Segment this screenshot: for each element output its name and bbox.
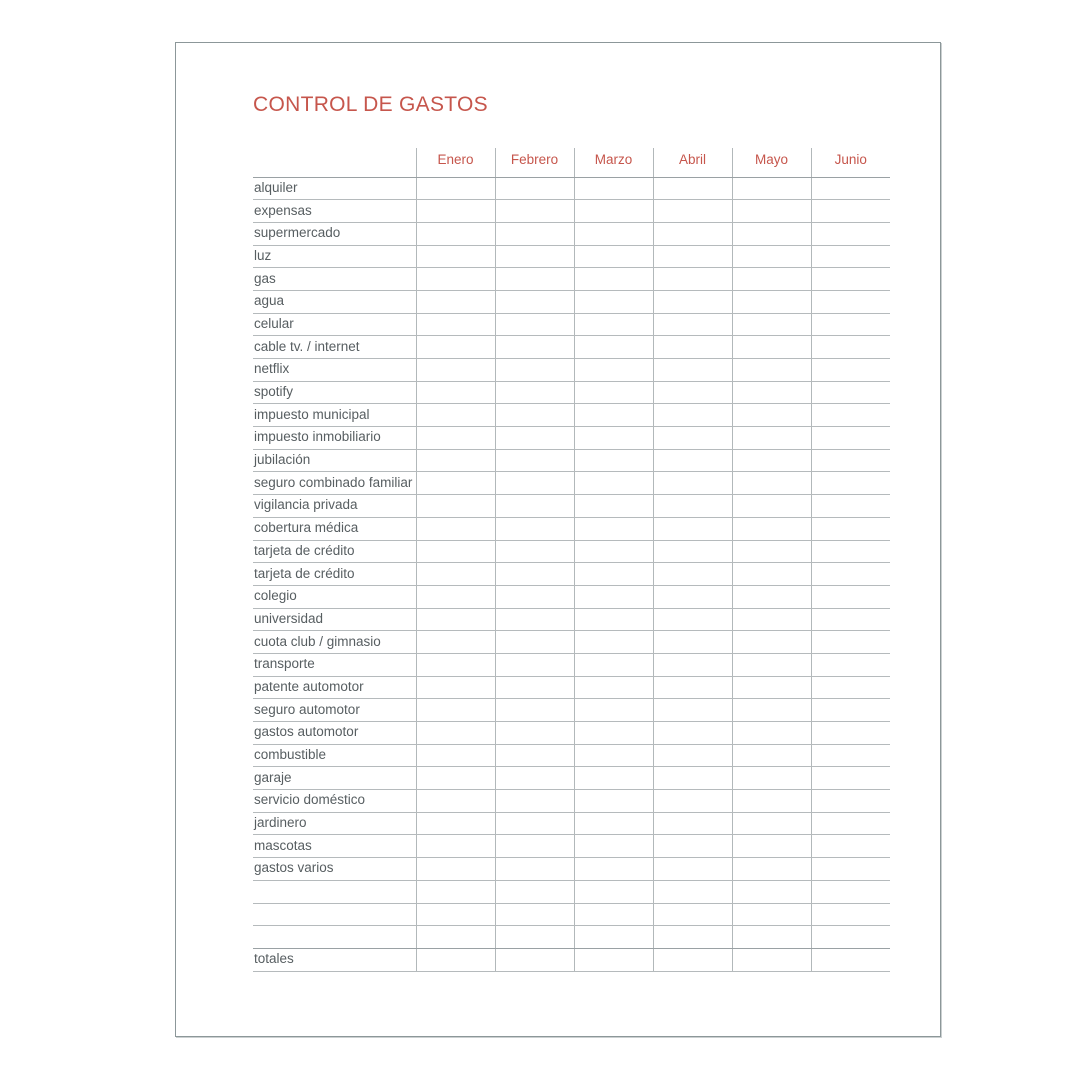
expense-cell <box>653 404 732 427</box>
table-row <box>253 563 890 586</box>
month-header-6: Junio <box>811 148 890 177</box>
expense-cell <box>811 336 890 359</box>
table-row <box>253 835 890 858</box>
row-label: gastos varios <box>253 858 416 881</box>
expense-cell <box>495 381 574 404</box>
expense-cell <box>811 268 890 291</box>
expense-cell <box>653 268 732 291</box>
expense-cell <box>732 563 811 586</box>
expense-cell <box>574 336 653 359</box>
expense-cell <box>811 359 890 382</box>
row-label-blank <box>253 903 416 926</box>
expense-cell <box>416 290 495 313</box>
row-label-blank <box>253 926 416 949</box>
expense-cell <box>653 313 732 336</box>
expense-cell <box>416 608 495 631</box>
table-row <box>253 472 890 495</box>
expense-cell <box>653 563 732 586</box>
expense-cell <box>574 858 653 881</box>
row-label: colegio <box>253 585 416 608</box>
expense-cell <box>495 585 574 608</box>
expense-cell <box>416 177 495 200</box>
month-header-4: Abril <box>653 148 732 177</box>
table-row <box>253 608 890 631</box>
expense-cell <box>811 222 890 245</box>
expense-cell <box>495 472 574 495</box>
expense-cell <box>416 495 495 518</box>
expense-cell <box>574 472 653 495</box>
row-label: cuota club / gimnasio <box>253 631 416 654</box>
expense-cell <box>732 359 811 382</box>
expense-cell <box>416 517 495 540</box>
row-label: jardinero <box>253 812 416 835</box>
expense-cell <box>416 268 495 291</box>
expense-cell <box>574 177 653 200</box>
expense-cell <box>416 404 495 427</box>
expense-cell <box>653 177 732 200</box>
expense-cell <box>811 880 890 903</box>
month-header-3: Marzo <box>574 148 653 177</box>
expense-cell <box>574 585 653 608</box>
expense-cell <box>574 722 653 745</box>
expense-cell <box>495 495 574 518</box>
expense-cell <box>416 835 495 858</box>
expense-cell <box>732 699 811 722</box>
expense-cell <box>495 336 574 359</box>
expense-cell <box>495 699 574 722</box>
expense-cell <box>653 744 732 767</box>
expense-cell <box>416 631 495 654</box>
expense-cell <box>495 608 574 631</box>
table-row <box>253 449 890 472</box>
expense-cell <box>416 245 495 268</box>
expense-cell <box>811 381 890 404</box>
expense-cell <box>495 903 574 926</box>
expense-cell <box>495 812 574 835</box>
expense-cell <box>811 427 890 450</box>
expense-cell <box>653 336 732 359</box>
expense-cell <box>653 858 732 881</box>
table-row <box>253 222 890 245</box>
expense-cell <box>416 880 495 903</box>
row-label: servicio doméstico <box>253 790 416 813</box>
expense-cell <box>653 585 732 608</box>
expense-cell <box>732 472 811 495</box>
expense-cell <box>732 722 811 745</box>
expenses-table-body <box>253 177 890 971</box>
expense-cell <box>653 790 732 813</box>
expense-cell <box>574 268 653 291</box>
expense-cell <box>653 722 732 745</box>
row-label: impuesto municipal <box>253 404 416 427</box>
table-row <box>253 200 890 223</box>
expense-cell <box>416 790 495 813</box>
expense-cell <box>653 926 732 949</box>
expense-cell <box>811 472 890 495</box>
expense-cell <box>811 517 890 540</box>
expense-cell <box>653 948 732 971</box>
table-row <box>253 177 890 200</box>
expense-cell <box>732 313 811 336</box>
expense-cell <box>416 699 495 722</box>
table-row <box>253 926 890 949</box>
expense-cell <box>811 767 890 790</box>
expense-cell <box>574 359 653 382</box>
expense-cell <box>811 563 890 586</box>
expense-cell <box>732 653 811 676</box>
expense-cell <box>574 631 653 654</box>
expense-cell <box>495 222 574 245</box>
expense-cell <box>811 812 890 835</box>
expense-cell <box>811 835 890 858</box>
expense-cell <box>811 540 890 563</box>
expense-cell <box>732 585 811 608</box>
row-label: expensas <box>253 200 416 223</box>
expense-cell <box>732 948 811 971</box>
expense-cell <box>653 517 732 540</box>
expense-cell <box>653 653 732 676</box>
expense-cell <box>416 381 495 404</box>
expense-cell <box>416 948 495 971</box>
expense-cell <box>574 290 653 313</box>
expense-cell <box>574 495 653 518</box>
expense-cell <box>574 653 653 676</box>
expense-cell <box>495 268 574 291</box>
expense-cell <box>495 449 574 472</box>
expense-cell <box>811 608 890 631</box>
expense-cell <box>495 177 574 200</box>
expense-cell <box>732 540 811 563</box>
row-label: netflix <box>253 359 416 382</box>
expense-cell <box>811 858 890 881</box>
row-label: seguro automotor <box>253 699 416 722</box>
expense-cell <box>495 722 574 745</box>
expense-cell <box>653 427 732 450</box>
expense-cell <box>732 290 811 313</box>
expense-cell <box>653 200 732 223</box>
expense-cell <box>811 926 890 949</box>
expense-cell <box>574 200 653 223</box>
expense-cell <box>732 744 811 767</box>
expense-cell <box>574 517 653 540</box>
expense-cell <box>732 200 811 223</box>
expense-cell <box>811 676 890 699</box>
expense-cell <box>811 177 890 200</box>
expense-cell <box>811 903 890 926</box>
row-label: agua <box>253 290 416 313</box>
planner-sheet <box>175 42 941 1037</box>
expense-cell <box>732 835 811 858</box>
expense-cell <box>653 631 732 654</box>
expense-cell <box>811 449 890 472</box>
expense-cell <box>416 722 495 745</box>
month-header-1: Enero <box>416 148 495 177</box>
expense-cell <box>732 880 811 903</box>
expense-cell <box>732 336 811 359</box>
row-label: garaje <box>253 767 416 790</box>
table-row <box>253 699 890 722</box>
expense-cell <box>732 177 811 200</box>
table-row <box>253 427 890 450</box>
expense-cell <box>495 313 574 336</box>
table-row <box>253 268 890 291</box>
expense-cell <box>811 313 890 336</box>
expense-cell <box>811 722 890 745</box>
expense-cell <box>732 495 811 518</box>
expense-cell <box>732 676 811 699</box>
expense-cell <box>416 472 495 495</box>
table-row <box>253 903 890 926</box>
month-header-2: Febrero <box>495 148 574 177</box>
expense-cell <box>495 290 574 313</box>
expense-cell <box>811 245 890 268</box>
expense-cell <box>732 790 811 813</box>
expense-cell <box>732 631 811 654</box>
row-label: luz <box>253 245 416 268</box>
expense-cell <box>416 653 495 676</box>
expense-cell <box>574 835 653 858</box>
expense-cell <box>495 200 574 223</box>
expense-cell <box>732 404 811 427</box>
row-label-blank <box>253 880 416 903</box>
expense-cell <box>495 767 574 790</box>
expense-cell <box>495 676 574 699</box>
expense-cell <box>495 427 574 450</box>
expense-cell <box>574 699 653 722</box>
expense-cell <box>653 812 732 835</box>
expense-cell <box>653 835 732 858</box>
row-label: seguro combinado familiar <box>253 472 416 495</box>
expense-cell <box>495 359 574 382</box>
expense-cell <box>416 812 495 835</box>
expense-cell <box>416 744 495 767</box>
expense-cell <box>653 608 732 631</box>
expense-cell <box>416 427 495 450</box>
row-label: transporte <box>253 653 416 676</box>
expense-cell <box>811 631 890 654</box>
expense-cell <box>574 245 653 268</box>
month-header-5: Mayo <box>732 148 811 177</box>
expense-cell <box>732 222 811 245</box>
expense-cell <box>811 200 890 223</box>
expense-cell <box>495 790 574 813</box>
expense-cell <box>732 767 811 790</box>
expense-cell <box>811 585 890 608</box>
table-row <box>253 790 890 813</box>
row-label: mascotas <box>253 835 416 858</box>
expense-cell <box>416 585 495 608</box>
expense-cell <box>416 540 495 563</box>
expense-cell <box>416 200 495 223</box>
expense-cell <box>653 359 732 382</box>
row-label: totales <box>253 948 416 971</box>
expense-cell <box>574 744 653 767</box>
expense-cell <box>653 472 732 495</box>
expense-cell <box>495 517 574 540</box>
expense-cell <box>416 926 495 949</box>
expense-cell <box>416 563 495 586</box>
table-header-row <box>253 148 890 177</box>
expense-cell <box>574 676 653 699</box>
expense-cell <box>653 245 732 268</box>
expense-cell <box>653 699 732 722</box>
expense-cell <box>495 744 574 767</box>
table-row <box>253 359 890 382</box>
expense-cell <box>495 858 574 881</box>
expense-cell <box>495 835 574 858</box>
header-empty-cell <box>253 148 416 177</box>
expense-cell <box>732 268 811 291</box>
expense-cell <box>495 880 574 903</box>
expense-cell <box>416 767 495 790</box>
expense-cell <box>653 767 732 790</box>
expense-cell <box>732 926 811 949</box>
expense-cell <box>653 495 732 518</box>
table-row <box>253 540 890 563</box>
expense-cell <box>574 767 653 790</box>
expense-cell <box>811 948 890 971</box>
expense-cell <box>574 948 653 971</box>
expense-cell <box>495 540 574 563</box>
row-label: celular <box>253 313 416 336</box>
table-row <box>253 336 890 359</box>
expense-cell <box>574 608 653 631</box>
table-row <box>253 653 890 676</box>
expense-cell <box>574 449 653 472</box>
table-row <box>253 676 890 699</box>
expense-cell <box>653 449 732 472</box>
expense-cell <box>416 336 495 359</box>
row-label: jubilación <box>253 449 416 472</box>
expense-cell <box>732 449 811 472</box>
expense-cell <box>574 790 653 813</box>
expense-cell <box>574 903 653 926</box>
expense-cell <box>732 858 811 881</box>
row-label: tarjeta de crédito <box>253 540 416 563</box>
expenses-table <box>253 148 890 972</box>
expense-cell <box>574 381 653 404</box>
table-row <box>253 381 890 404</box>
expense-cell <box>811 790 890 813</box>
table-row <box>253 812 890 835</box>
table-row <box>253 313 890 336</box>
expense-cell <box>653 290 732 313</box>
row-label: supermercado <box>253 222 416 245</box>
expense-cell <box>732 517 811 540</box>
table-row <box>253 880 890 903</box>
table-row <box>253 858 890 881</box>
expense-cell <box>811 653 890 676</box>
expense-cell <box>811 744 890 767</box>
expense-cell <box>416 676 495 699</box>
row-label: gas <box>253 268 416 291</box>
table-row <box>253 722 890 745</box>
table-row <box>253 517 890 540</box>
expense-cell <box>416 858 495 881</box>
row-label: universidad <box>253 608 416 631</box>
expense-cell <box>416 449 495 472</box>
expense-cell <box>574 404 653 427</box>
expense-cell <box>732 381 811 404</box>
expense-cell <box>811 404 890 427</box>
row-label: gastos automotor <box>253 722 416 745</box>
totals-row <box>253 948 890 971</box>
expense-cell <box>732 608 811 631</box>
expense-cell <box>732 427 811 450</box>
expense-cell <box>811 699 890 722</box>
table-row <box>253 495 890 518</box>
row-label: cobertura médica <box>253 517 416 540</box>
expense-cell <box>811 495 890 518</box>
expense-cell <box>653 880 732 903</box>
row-label: combustible <box>253 744 416 767</box>
expense-cell <box>653 540 732 563</box>
expense-cell <box>416 359 495 382</box>
row-label: alquiler <box>253 177 416 200</box>
expense-cell <box>416 903 495 926</box>
table-row <box>253 585 890 608</box>
row-label: cable tv. / internet <box>253 336 416 359</box>
expense-cell <box>495 653 574 676</box>
expense-cell <box>495 631 574 654</box>
expense-cell <box>574 812 653 835</box>
table-row <box>253 767 890 790</box>
row-label: impuesto inmobiliario <box>253 427 416 450</box>
expense-cell <box>653 381 732 404</box>
table-row <box>253 404 890 427</box>
table-row <box>253 290 890 313</box>
expense-cell <box>811 290 890 313</box>
expense-cell <box>574 540 653 563</box>
expense-cell <box>574 563 653 586</box>
expense-cell <box>495 404 574 427</box>
expense-cell <box>574 926 653 949</box>
expense-cell <box>732 812 811 835</box>
page-title: CONTROL DE GASTOS <box>253 93 488 116</box>
expense-cell <box>574 427 653 450</box>
row-label: vigilancia privada <box>253 495 416 518</box>
expense-cell <box>653 676 732 699</box>
expense-cell <box>574 313 653 336</box>
table-row <box>253 744 890 767</box>
expense-cell <box>416 222 495 245</box>
row-label: patente automotor <box>253 676 416 699</box>
expense-cell <box>732 903 811 926</box>
expense-cell <box>416 313 495 336</box>
row-label: tarjeta de crédito <box>253 563 416 586</box>
table-row <box>253 245 890 268</box>
expense-cell <box>653 903 732 926</box>
expense-cell <box>653 222 732 245</box>
expense-cell <box>732 245 811 268</box>
expense-cell <box>495 563 574 586</box>
expense-cell <box>574 880 653 903</box>
expense-cell <box>495 926 574 949</box>
expense-cell <box>574 222 653 245</box>
row-label: spotify <box>253 381 416 404</box>
expense-cell <box>495 948 574 971</box>
table-row <box>253 631 890 654</box>
expense-cell <box>495 245 574 268</box>
